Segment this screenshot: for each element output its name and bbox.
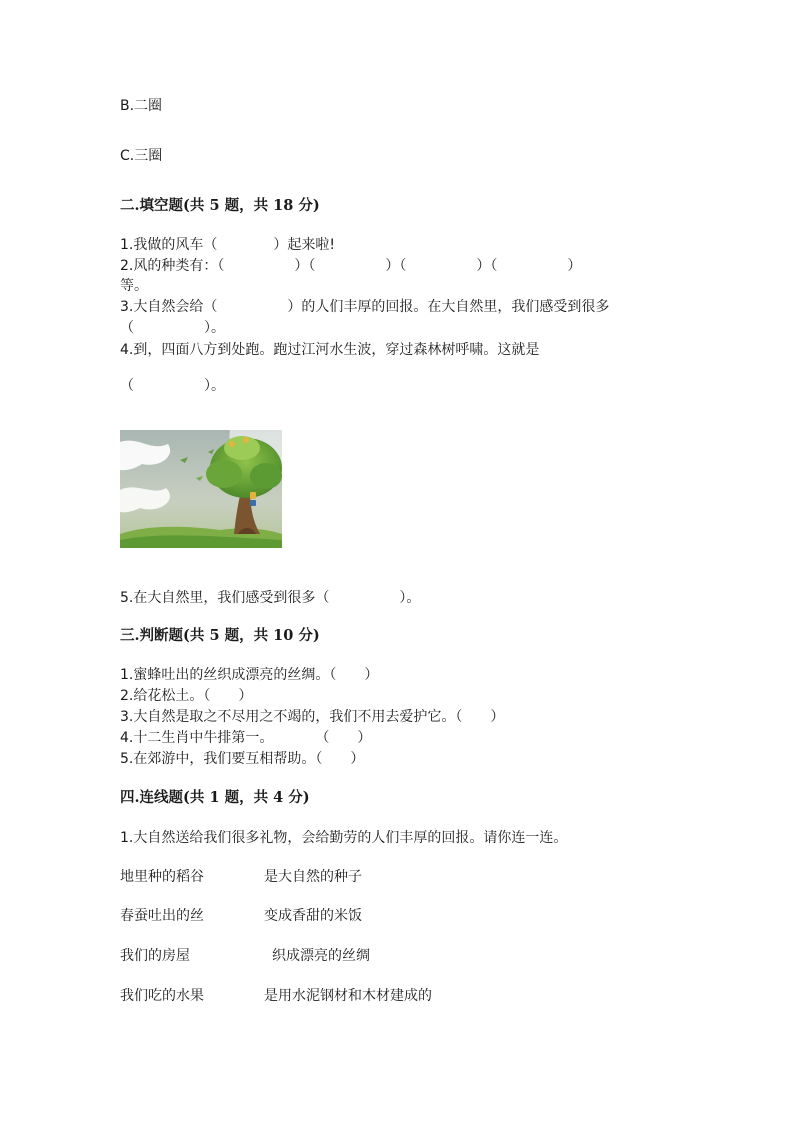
judge-q3: 3.大自然是取之不尽用之不竭的，我们不用去爱护它。（ ）: [120, 709, 505, 725]
judge-q5: 5.在郊游中，我们要互相帮助。（ ）: [120, 751, 365, 767]
match-q1: 1.大自然送给我们很多礼物，会给勤劳的人们丰厚的回报。请你连一连。: [120, 830, 568, 846]
fill-q2-line2: 等。: [120, 278, 148, 294]
tree-image: [120, 430, 282, 548]
fill-q1: 1.我做的风车（ ）起来啦!: [120, 237, 335, 253]
judge-q4: 4.十二生肖中牛排第一。 （ ）: [120, 730, 372, 746]
fill-q3-line2: （ ）。: [120, 320, 225, 336]
option-b: B.二圈: [120, 98, 163, 114]
option-c: C.三圈: [120, 148, 163, 164]
fill-q4-line1: 4.到，四面八方到处跑。跑过江河水生波，穿过森林树呼啸。这就是: [120, 342, 540, 358]
match-left-4: 我们吃的水果: [120, 988, 204, 1004]
fill-q3-line1: 3.大自然会给（ ）的人们丰厚的回报。在大自然里，我们感受到很多: [120, 299, 610, 315]
match-left-1: 地里种的稻谷: [120, 869, 204, 885]
match-right-4: 是用水泥钢材和木材建成的: [264, 988, 432, 1004]
match-left-3: 我们的房屋: [120, 948, 190, 964]
judge-q1: 1.蜜蜂吐出的丝织成漂亮的丝绸。（ ）: [120, 667, 379, 683]
fill-q5: 5.在大自然里，我们感受到很多（ ）。: [120, 590, 421, 606]
judge-q2: 2.给花松土。（ ）: [120, 688, 253, 704]
section3-heading: 三.判断题(共 5 题，共 10 分): [120, 627, 320, 644]
tree-illustration: [120, 430, 282, 548]
fill-q4-line2: （ ）。: [120, 378, 225, 394]
section4-heading: 四.连线题(共 1 题，共 4 分): [120, 789, 310, 806]
match-right-1: 是大自然的种子: [264, 869, 362, 885]
fill-q2-line1: 2.风的种类有：（ ）（ ）（ ）（ ）: [120, 258, 582, 274]
match-left-2: 春蚕吐出的丝: [120, 908, 204, 924]
match-right-2: 变成香甜的米饭: [264, 908, 362, 924]
match-right-3: 织成漂亮的丝绸: [272, 948, 370, 964]
section2-heading: 二.填空题(共 5 题，共 18 分): [120, 197, 320, 214]
